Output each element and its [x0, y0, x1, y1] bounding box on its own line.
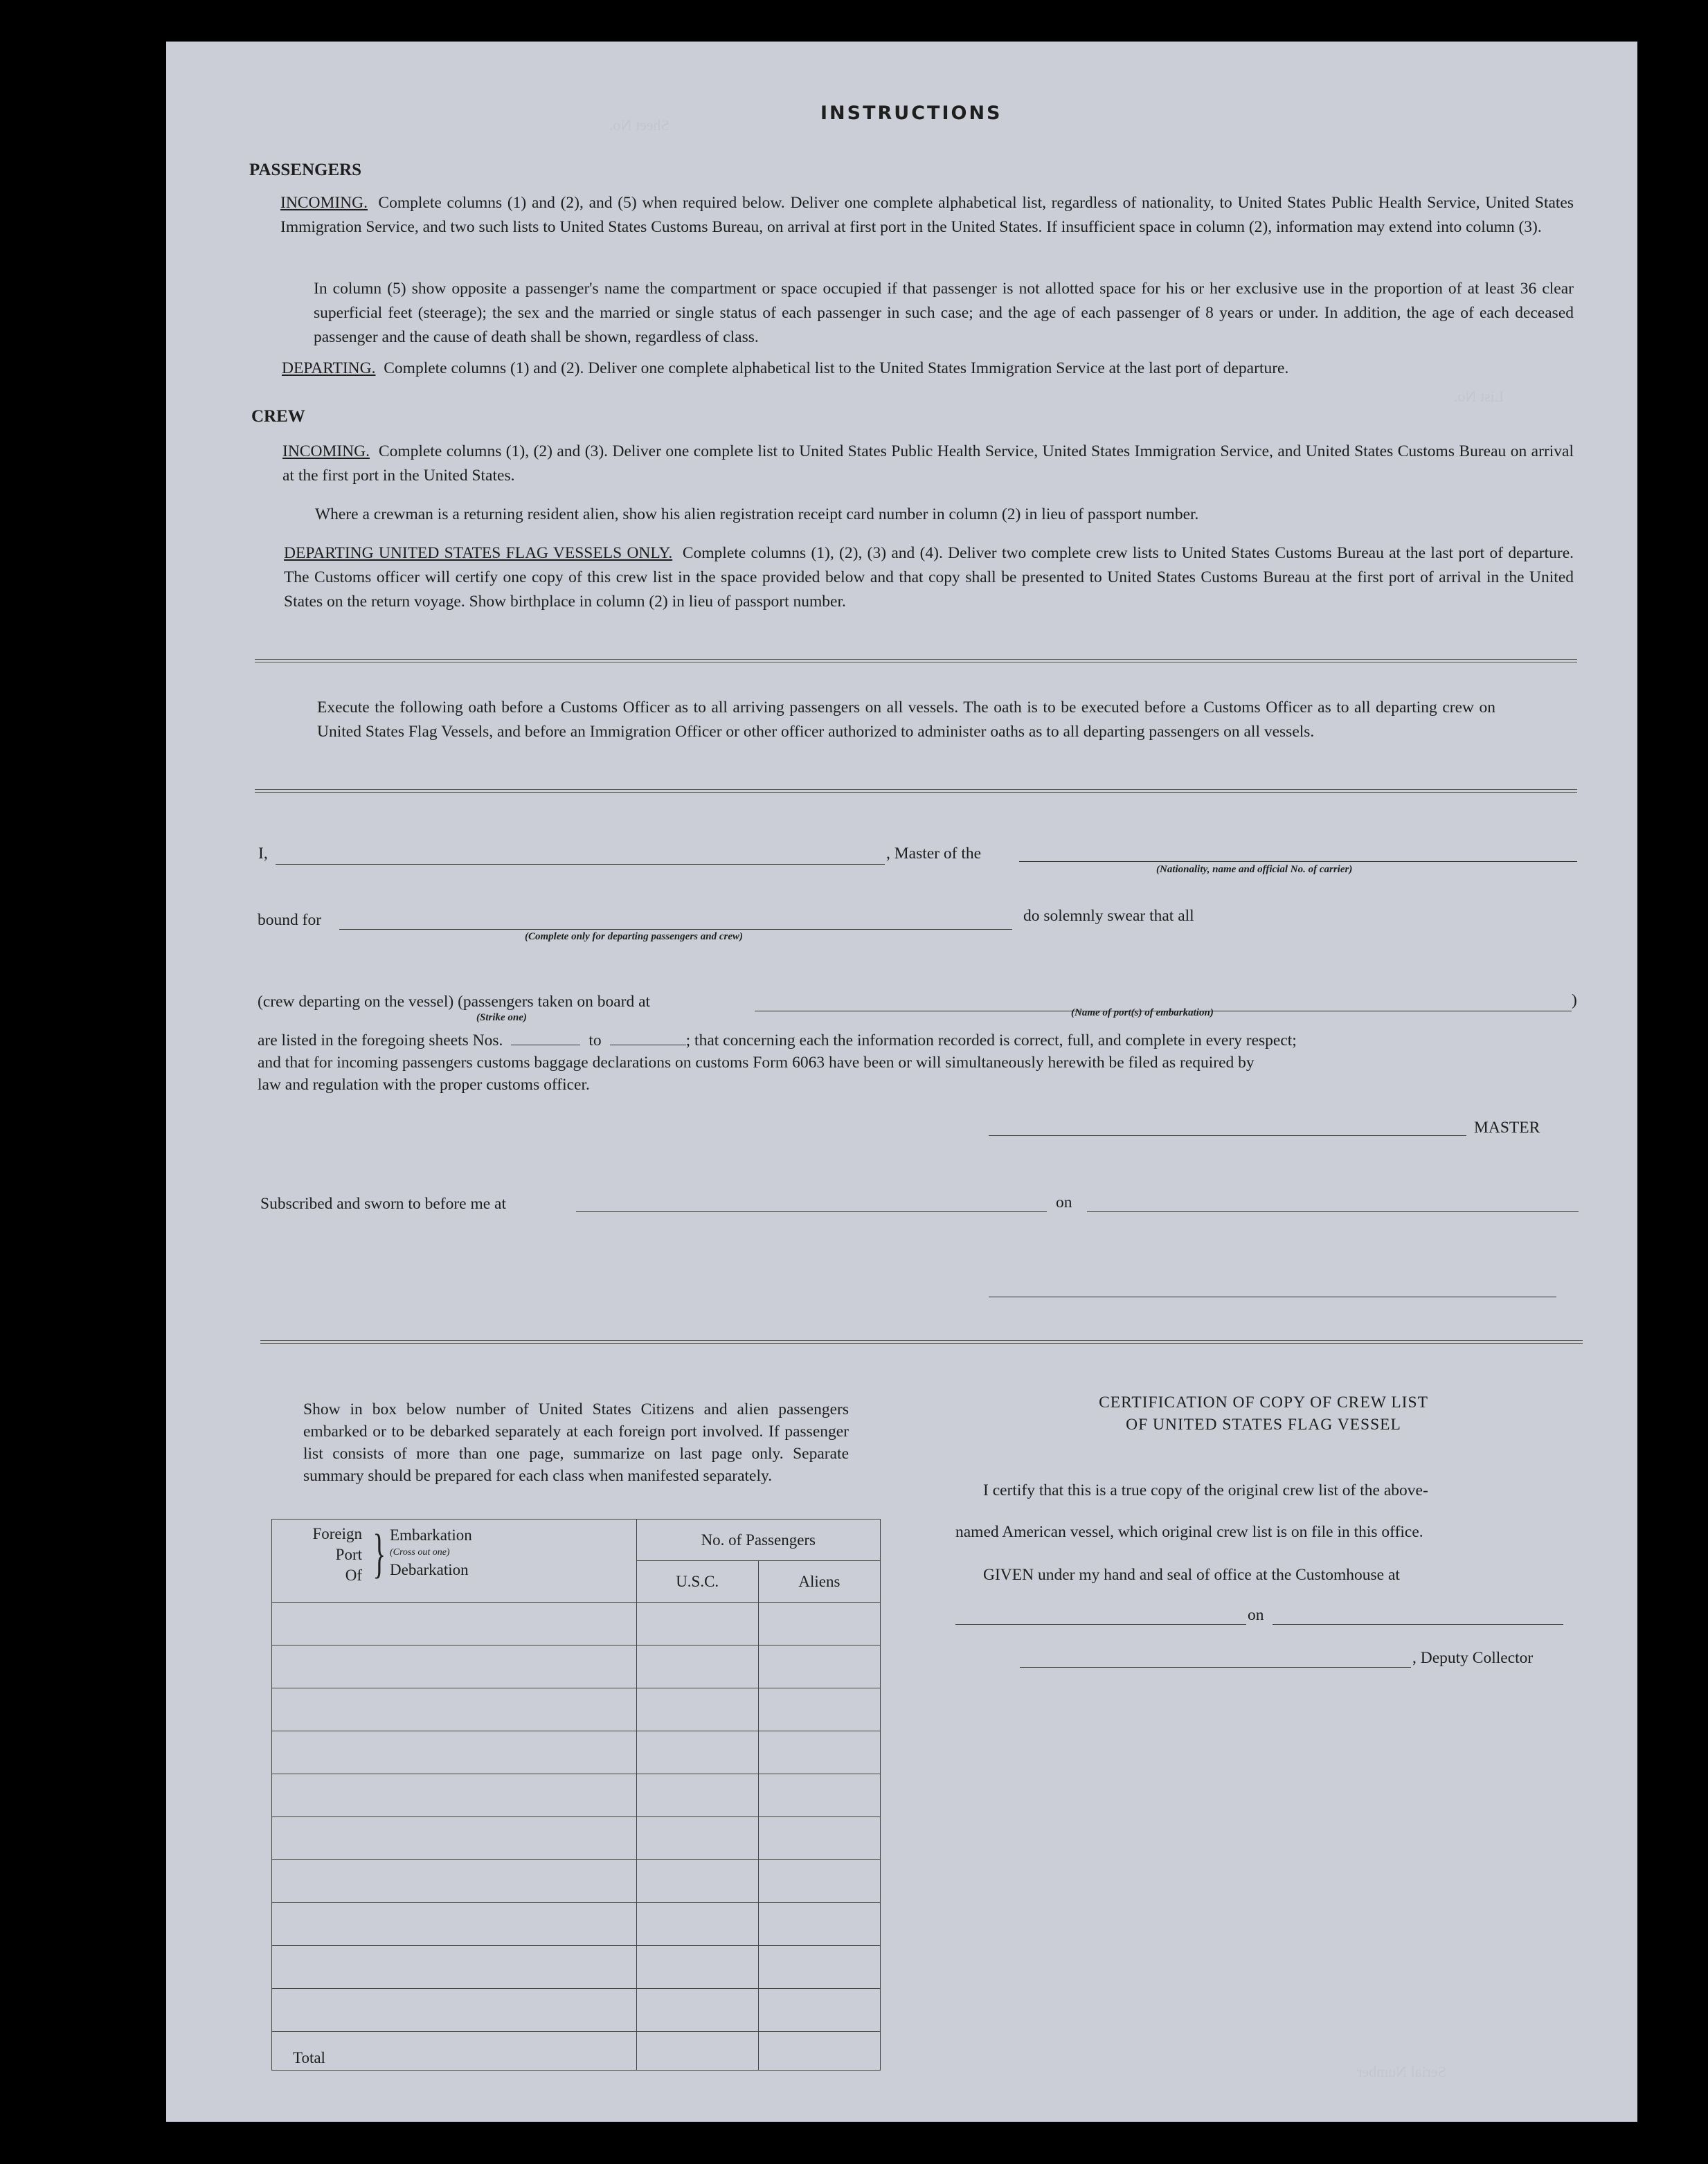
crew-departing-text: Complete columns (1), (2), (3) and (4). Deliver two complete crew lists to United States Customs Bureau at the last port of departure. The Customs officer will certify one copy of this crew list in the space provided below and that copy shall be presented to United States Customs Bureau at the first port of arrival in the United States on the return voyage. Show birthplace in column (2) in lieu of passport number. — [284, 544, 1574, 611]
bound-for-field[interactable] — [339, 929, 1012, 930]
usc-cell[interactable] — [636, 1688, 758, 1731]
customhouse-field[interactable] — [955, 1624, 1246, 1625]
port-cell[interactable] — [272, 1645, 637, 1688]
form-page — [166, 42, 1637, 2122]
oath-intro-paragraph: Execute the following oath before a Customs Officer as to all arriving passengers on all vessels. The oath is to be executed before a Customs Officer as to all departing crew on United States Flag Vessels, and before an Immigration Officer or other officer authorized to administer oaths as to all departing passengers on all vessels. — [317, 698, 1495, 741]
aliens-cell[interactable] — [758, 1860, 880, 1903]
passengers-incoming-text: Complete columns (1) and (2), and (5) when required below. Deliver one complete alphabetical list, regardless of nationality, to United States Public Health Service, United States Immigration Service, and two such lists to United States Customs Bureau, on arrival at first port in the United States. If insufficient space in column (2), information may extend into column (3). — [280, 194, 1574, 236]
passengers-departing-text: Complete columns (1) and (2). Deliver one complete alphabetical list to the United States Immigration Service at the last port of departure. — [384, 359, 1289, 377]
usc-cell[interactable] — [636, 1817, 758, 1860]
subscribed-on-label: on — [1056, 1193, 1072, 1211]
crew-incoming-label: INCOMING. — [282, 442, 370, 460]
debarkation-label[interactable]: Debarkation — [390, 1561, 469, 1578]
certification-on-label: on — [1248, 1606, 1264, 1624]
usc-cell[interactable] — [636, 1774, 758, 1817]
passengers-heading: PASSENGERS — [249, 161, 362, 179]
aliens-cell[interactable] — [758, 1989, 880, 2032]
usc-cell[interactable] — [636, 1946, 758, 1989]
port-caption: (Name of port(s) of embarkation) — [1071, 1007, 1214, 1018]
bleed-through-serial: Serial Number — [1357, 2063, 1446, 2080]
brace-icon: } — [372, 1523, 386, 1583]
total-label: Total — [272, 2032, 637, 2071]
port-cell[interactable] — [272, 1774, 637, 1817]
passengers-departing-label: DEPARTING. — [282, 359, 376, 377]
crew-departing-label: (crew departing on the vessel) (passengers taken on board at — [258, 993, 651, 1011]
listed-text-2: ; that concerning each the information recorded is correct, full, and complete in every respect; — [685, 1031, 1297, 1049]
usc-header: U.S.C. — [636, 1561, 758, 1603]
summary-note: Show in box below number of United States Citizens and alien passengers embarked or to be debarked separately at each foreign port involved. If passenger list consists of more than one page, summarize on last page only. Separate summary should be prepared for each class when manifested separately. — [303, 1400, 849, 1485]
passengers-incoming-label: INCOMING. — [280, 194, 368, 212]
passenger-summary-table — [271, 1519, 881, 2071]
passengers-column5-paragraph: In column (5) show opposite a passenger's name the compartment or space occupied if that passenger is not allotted space for his or her exclusive use in the proportion of at least 36 clear superficial feet (steerage); the sex and the married or single status of each passenger in such case; and the age of each passenger of 8 years or under. In addition, the age of each deceased passenger and the cause of death shall be shown, regardless of class. — [314, 280, 1574, 346]
divider — [260, 1340, 1583, 1344]
of-label: Of — [345, 1567, 362, 1584]
swear-label: do solemnly swear that all — [1023, 907, 1194, 925]
usc-cell[interactable] — [636, 1645, 758, 1688]
port-cell[interactable] — [272, 1903, 637, 1946]
port-cell[interactable] — [272, 1989, 637, 2032]
table-row — [272, 1603, 881, 1645]
port-label: Port — [335, 1546, 362, 1563]
usc-cell[interactable] — [636, 1731, 758, 1774]
table-row — [272, 1688, 881, 1731]
bound-for-label: bound for — [258, 911, 322, 929]
divider — [255, 789, 1577, 793]
listed-text-1: are listed in the foregoing sheets Nos. — [258, 1031, 503, 1049]
table-row — [272, 1860, 881, 1903]
port-cell[interactable] — [272, 1860, 637, 1903]
crew-resident-paragraph: Where a crewman is a returning resident alien, show his alien registration receipt card number in column (2) in lieu of passport number. — [315, 505, 1199, 523]
aliens-cell[interactable] — [758, 1645, 880, 1688]
aliens-cell[interactable] — [758, 1817, 880, 1860]
listed-line-3: and that for incoming passengers customs baggage declarations on customs Form 6063 have been or will simultaneously herewith be filed as required by — [258, 1054, 1255, 1072]
foreign-port-header — [272, 1520, 637, 1603]
port-cell[interactable] — [272, 1688, 637, 1731]
table-row — [272, 1731, 881, 1774]
subscribed-date-field[interactable] — [1087, 1211, 1579, 1212]
certification-line-3: GIVEN under my hand and seal of office at the Customhouse at — [983, 1566, 1400, 1584]
passengers-incoming-paragraph — [280, 191, 1574, 240]
table-row — [272, 1817, 881, 1860]
close-paren: ) — [1572, 991, 1577, 1009]
aliens-cell[interactable] — [758, 1946, 880, 1989]
bleed-through-list: List No. — [1454, 388, 1504, 405]
certification-date-field[interactable] — [1273, 1624, 1563, 1625]
master-signature-field[interactable] — [989, 1135, 1466, 1136]
listed-line-4: law and regulation with the proper customs officer. — [258, 1076, 590, 1094]
divider — [255, 659, 1577, 662]
usc-cell[interactable] — [636, 1603, 758, 1645]
certification-title-2: OF UNITED STATES FLAG VESSEL — [1126, 1416, 1401, 1434]
master-label: MASTER — [1474, 1119, 1540, 1137]
total-aliens-cell[interactable] — [758, 2032, 880, 2071]
certification-line-1: I certify that this is a true copy of the original crew list of the above- — [983, 1481, 1428, 1499]
port-cell[interactable] — [272, 1817, 637, 1860]
passengers-departing-paragraph — [282, 357, 1574, 381]
aliens-cell[interactable] — [758, 1731, 880, 1774]
bound-for-caption: (Complete only for departing passengers and crew) — [525, 931, 743, 942]
no-passengers-header: No. of Passengers — [636, 1520, 880, 1561]
port-cell[interactable] — [272, 1731, 637, 1774]
total-usc-cell[interactable] — [636, 2032, 758, 2071]
subscribed-place-field[interactable] — [576, 1211, 1047, 1212]
table-row — [272, 1903, 881, 1946]
aliens-cell[interactable] — [758, 1688, 880, 1731]
page-title: INSTRUCTIONS — [820, 102, 1003, 124]
aliens-header: Aliens — [758, 1561, 880, 1603]
carrier-field[interactable] — [1019, 861, 1577, 862]
certification-line-2: named American vessel, which original crew list is on file in this office. — [955, 1523, 1423, 1541]
listed-line-1 — [258, 1031, 1297, 1050]
certification-title — [1049, 1391, 1478, 1436]
bleed-through-sheet: Sheet No. — [609, 116, 669, 134]
foreign-label: Foreign — [312, 1525, 362, 1542]
crew-departing-label: DEPARTING UNITED STATES FLAG VESSELS ONLY. — [284, 544, 673, 562]
table-row — [272, 1774, 881, 1817]
table-row — [272, 1989, 881, 2032]
table-header-row — [272, 1520, 881, 1561]
master-name-field[interactable] — [276, 864, 885, 865]
crew-departing-paragraph — [284, 541, 1574, 614]
total-row — [272, 2032, 881, 2071]
subscribed-label: Subscribed and sworn to before me at — [260, 1195, 507, 1213]
master-of-the-label: , Master of the — [886, 845, 982, 863]
port-cell[interactable] — [272, 1946, 637, 1989]
table-row — [272, 1645, 881, 1688]
carrier-caption: (Nationality, name and official No. of carrier) — [1156, 864, 1353, 875]
oath-i-label: I, — [258, 845, 268, 863]
strike-one-caption: (Strike one) — [476, 1012, 527, 1023]
embarkation-label[interactable]: Embarkation — [390, 1526, 472, 1544]
aliens-cell[interactable] — [758, 1774, 880, 1817]
crew-incoming-paragraph — [282, 440, 1574, 488]
aliens-cell[interactable] — [758, 1903, 880, 1946]
certification-title-1: CERTIFICATION OF COPY OF CREW LIST — [1099, 1394, 1428, 1412]
usc-cell[interactable] — [636, 1989, 758, 2032]
deputy-collector-label: , Deputy Collector — [1412, 1649, 1534, 1667]
table-row — [272, 1946, 881, 1989]
crew-heading: CREW — [251, 407, 305, 426]
usc-cell[interactable] — [636, 1903, 758, 1946]
deputy-collector-signature-field[interactable] — [1020, 1667, 1411, 1668]
cross-out-caption: (Cross out one) — [390, 1547, 450, 1558]
usc-cell[interactable] — [636, 1860, 758, 1903]
listed-to: to — [588, 1031, 602, 1049]
port-cell[interactable] — [272, 1603, 637, 1645]
crew-incoming-text: Complete columns (1), (2) and (3). Deliver one complete list to United States Public Health Service, United States Immigration Service, and United States Customs Bureau on arrival at the first port in the United States. — [282, 442, 1574, 485]
aliens-cell[interactable] — [758, 1603, 880, 1645]
